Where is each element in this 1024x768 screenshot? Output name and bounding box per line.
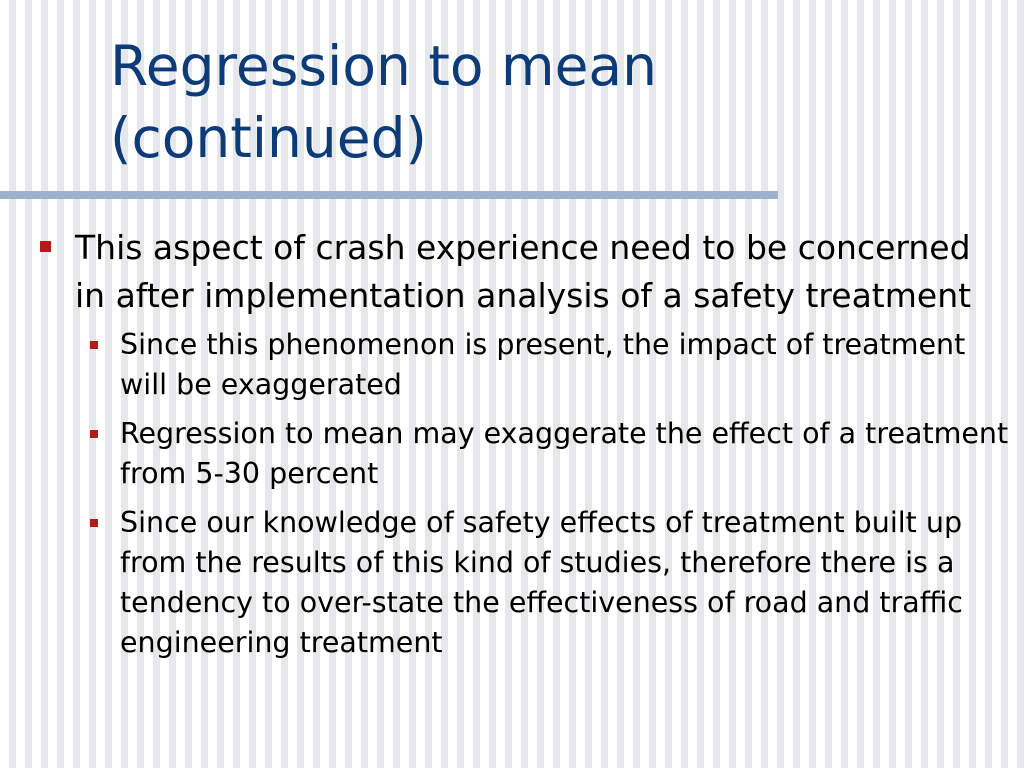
bullet-item [36,224,1011,320]
sub-bullet-item [75,325,1011,405]
square-bullet-icon [40,241,51,252]
sub-bullet-text: Since this phenomenon is present, the impact of treatment will be exaggerated [120,328,966,401]
title-divider [0,191,778,199]
sub-bullet-text: Regression to mean may exaggerate the effect of a treatment from 5-30 percent [120,417,1009,490]
slide-title-line-2: (continued) [110,106,427,170]
bullet-text: This aspect of crash experience need to be concerned in after implementation analysis of a safety treatment [75,228,972,315]
sub-bullet-item [75,414,1011,494]
square-bullet-icon [90,519,98,527]
slide-content [36,224,1011,672]
slide-title [110,30,657,174]
square-bullet-icon [90,341,98,349]
square-bullet-icon [90,430,98,438]
sub-bullet-item [75,503,1011,663]
slide-title-line-1: Regression to mean [110,34,657,98]
sub-bullet-text: Since our knowledge of safety effects of treatment built up from the results of this kind of studies, therefore there is a tendency to over-state the effectiveness of road and traffic engineering treatment [120,506,963,659]
sub-bullet-list [36,325,1011,663]
